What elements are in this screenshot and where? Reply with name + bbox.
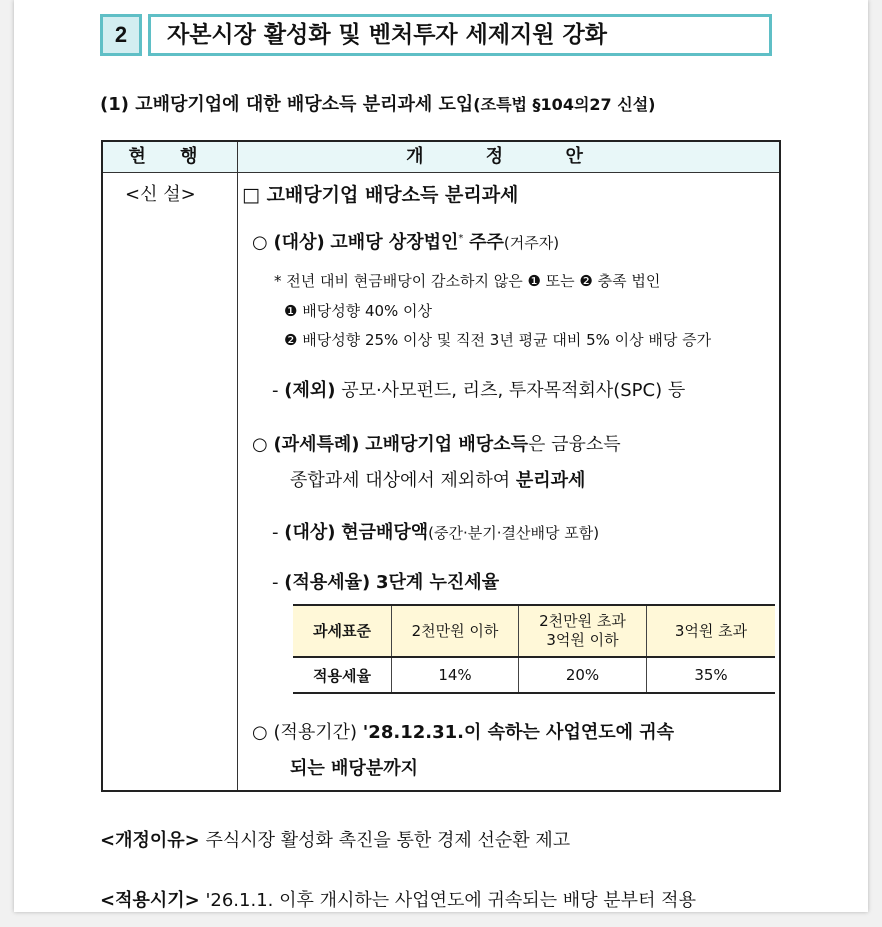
special-text2: 종합과세 대상에서 제외하여 (290, 470, 511, 491)
target-item (252, 228, 559, 254)
special-item (252, 430, 621, 456)
rate-header-cell: 2천만원 초과 3억원 이하 (519, 605, 647, 657)
period-line2: 되는 배당분까지 (290, 758, 418, 779)
section-number: 2 (100, 14, 142, 56)
sub-target-note: (중간·분기·결산배당 포함) (428, 524, 600, 542)
reason-text: 주식시장 활성화 촉진을 통한 경제 선순환 제고 (205, 830, 571, 851)
rate-cell: 14% (392, 657, 519, 693)
circle-bullet-icon: ○ (252, 722, 268, 743)
exclusion-label: (제외) (284, 380, 336, 401)
rate-header-row (293, 605, 775, 657)
period-line1: '28.12.31.이 속하는 사업연도에 귀속 (362, 722, 675, 743)
footnote-marker: * (458, 233, 464, 244)
period-item (252, 718, 674, 744)
footnote-line3: ❷ 배당성향 25% 이상 및 직전 3년 평균 대비 5% 이상 배당 증가 (284, 331, 712, 349)
special-bold1: 고배당기업 배당소득 (365, 434, 528, 455)
sub-target-item: - (대상) 현금배당액(중간·분기·결산배당 포함) (272, 522, 600, 543)
footnote-line1: * 전년 대비 현금배당이 감소하지 않은 ❶ 또는 ❷ 충족 법인 (274, 272, 661, 290)
special-item-line2 (290, 466, 585, 492)
footnote-line2: ❶ 배당성향 40% 이상 (284, 302, 433, 320)
special-bold2: 분리과세 (515, 470, 586, 491)
effective-text: '26.1.1. 이후 개시하는 사업연도에 귀속되는 배당 분부터 적용 (205, 890, 696, 911)
sub-rate-item: - (적용세율) 3단계 누진세율 (272, 572, 500, 593)
target-note: (거주자) (503, 234, 560, 252)
subtitle-text: (1) 고배당기업에 대한 배당소득 분리과세 도입 (100, 94, 474, 115)
target-label: (대상) (273, 232, 325, 253)
exclusion-item: - (제외) 공모·사모펀드, 리츠, 투자목적회사(SPC) 등 (272, 380, 686, 401)
target-text: 고배당 상장법인 (330, 232, 459, 253)
circle-bullet-icon: ○ (252, 434, 268, 455)
section-title: 자본시장 활성화 및 벤처투자 세제지원 강화 (167, 22, 607, 48)
current-status: <신 설> (125, 184, 196, 205)
rate-header-cell: 2천만원 이하 (392, 605, 519, 657)
subtitle (100, 90, 655, 116)
reason-line (100, 826, 570, 852)
effective-line (100, 886, 696, 912)
header-revised: 개 정 안 (406, 146, 611, 167)
proposal-heading: □ 고배당기업 배당소득 분리과세 (242, 184, 519, 206)
rate-cell: 20% (519, 657, 647, 693)
subtitle-ref: (조특법 §104의27 신설) (473, 95, 656, 114)
rate-cell: 35% (647, 657, 776, 693)
sub-rate-label: (적용세율) (284, 572, 371, 593)
rate-row (293, 657, 775, 693)
circle-bullet-icon: ○ (252, 232, 268, 253)
period-label: (적용기간) (273, 722, 358, 743)
column-divider (237, 142, 238, 790)
rate-header-cell: 3억원 초과 (647, 605, 776, 657)
section-title-box (148, 14, 772, 56)
table-header-row (103, 142, 779, 173)
sub-rate-bold: 3단계 누진세율 (375, 572, 500, 593)
reason-label: <개정이유> (100, 830, 200, 851)
sub-target-label: (대상) (284, 522, 336, 543)
header-current: 현 행 (128, 146, 212, 167)
rate-header-cell: 과세표준 (293, 605, 392, 657)
sub-target-bold: 현금배당액 (341, 522, 429, 543)
special-label: (과세특례) (273, 434, 360, 455)
special-text1: 은 금융소득 (527, 434, 621, 455)
rate-row-label: 적용세율 (293, 657, 392, 693)
effective-label: <적용시기> (100, 890, 200, 911)
tax-rate-table (293, 604, 775, 694)
target-text2: 주주 (469, 232, 504, 253)
exclusion-text: 공모·사모펀드, 리츠, 투자목적회사(SPC) 등 (341, 380, 686, 401)
